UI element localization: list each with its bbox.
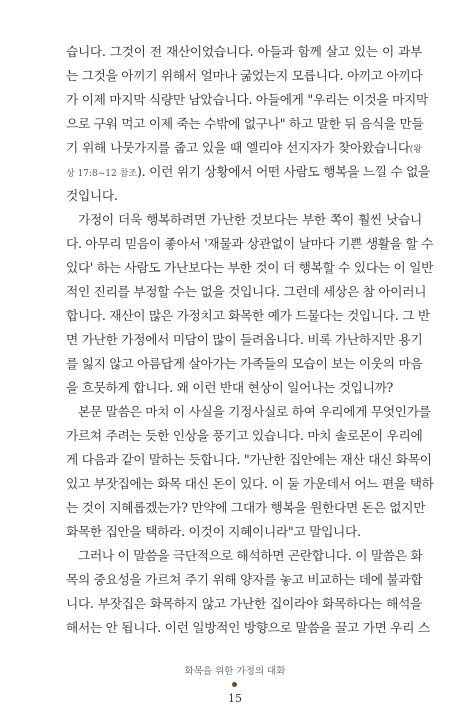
text-line: 을 흐뭇하게 합니다. 왜 이런 반대 현상이 일어나는 것입니까? (66, 380, 394, 395)
text-line: 화목한 집안을 택하라. 이것이 지혜이니라"고 말입니다. (66, 524, 361, 539)
body-text (66, 40, 434, 640)
paragraph-first-line: 본문 말씀은 마치 이 사실을 기정사실로 하여 우리에게 무엇인가를 (78, 404, 431, 419)
text-line: 다. 아무리 믿음이 좋아서 '재물과 상관없이 날마다 기쁜 생활을 할 수 (66, 236, 434, 251)
paragraph-first-line: 그러나 이 말씀을 극단적으로 해석하면 곤란합니다. 이 말씀은 화 (78, 548, 423, 563)
text-line: 습니다. 그것이 전 재산이었습니다. 아들과 함께 살고 있는 이 과부 (66, 44, 422, 59)
text-line-main: 기 위해 나뭇가지를 줍고 있을 때 엘리야 선지자가 찾아왔습니다 (66, 140, 410, 155)
text-line: 적인 진리를 부정할 수는 없을 것입니다. 그런데 세상은 참 아이러니 (66, 284, 427, 299)
text-line: 가르쳐 주려는 듯한 인상을 풍기고 있습니다. 마치 솔로몬이 우리에 (66, 428, 423, 443)
reference-open: (왕 (409, 145, 422, 155)
text-line: 합니다. 재산이 많은 가정치고 화목한 예가 드물다는 것입니다. 그 반 (66, 308, 430, 323)
text-line: 면 가난한 가정에서 미담이 많이 들려옵니다. 비록 가난하지만 용기 (66, 332, 423, 347)
text-line: 상 17:8~12 참조). 이런 위기 상황에서 어떤 사람도 행복을 느낄 수 없을 (66, 164, 431, 179)
text-line: 것입니다. (66, 188, 118, 203)
text-line: 있다' 하는 사람도 가난보다는 부한 것이 더 행복할 수 있다는 이 일반 (66, 260, 434, 275)
text-line: 있고 부잣집에는 화목 대신 돈이 있다. 이 둘 가운데서 어느 편을 택하 (66, 476, 434, 491)
text-line: 목의 중요성을 가르쳐 주기 위해 양자를 놓고 비교하는 데에 불과합 (66, 572, 423, 587)
text-line: 으로 구워 먹고 이제 죽는 수밖에 없구나" 하고 말한 뒤 음식을 만들 (66, 116, 424, 131)
bible-reference: 상 17:8~12 참조 (66, 169, 138, 179)
text-line (66, 136, 422, 160)
text-line: 를 잃지 않고 아름답게 살아가는 가족들의 모습이 보는 이웃의 마음 (66, 356, 423, 371)
text-line: 해서는 안 됩니다. 이런 일방적인 방향으로 말씀을 끌고 가면 우리 스 (66, 620, 430, 635)
running-title: 화목을 위한 가정의 대화 (184, 666, 286, 677)
text-line: 가 이제 마지막 식량만 남았습니다. 아들에게 "우리는 이것을 마지막 (66, 92, 428, 107)
text-line: 는 그것을 아끼기 위해서 얼마나 굶었는지 모릅니다. 아끼고 아끼다 (66, 68, 423, 83)
paragraph-first-line: 가정이 더욱 행복하려면 가난한 것보다는 부한 쪽이 훨씬 낫습니 (78, 212, 422, 227)
text-line: 는 것이 지혜롭겠는가? 만약에 그대가 행복을 원한다면 돈은 없지만 (66, 500, 426, 515)
page-number: 15 (228, 692, 242, 705)
ornament-dot (232, 682, 237, 687)
text-line: 니다. 부잣집은 화목하지 않고 가난한 집이라야 화목하다는 해석을 (66, 596, 422, 611)
text-line: 게 다음과 같이 말하는 듯합니다. "가난한 집안에는 재산 대신 화목이 (66, 452, 432, 467)
